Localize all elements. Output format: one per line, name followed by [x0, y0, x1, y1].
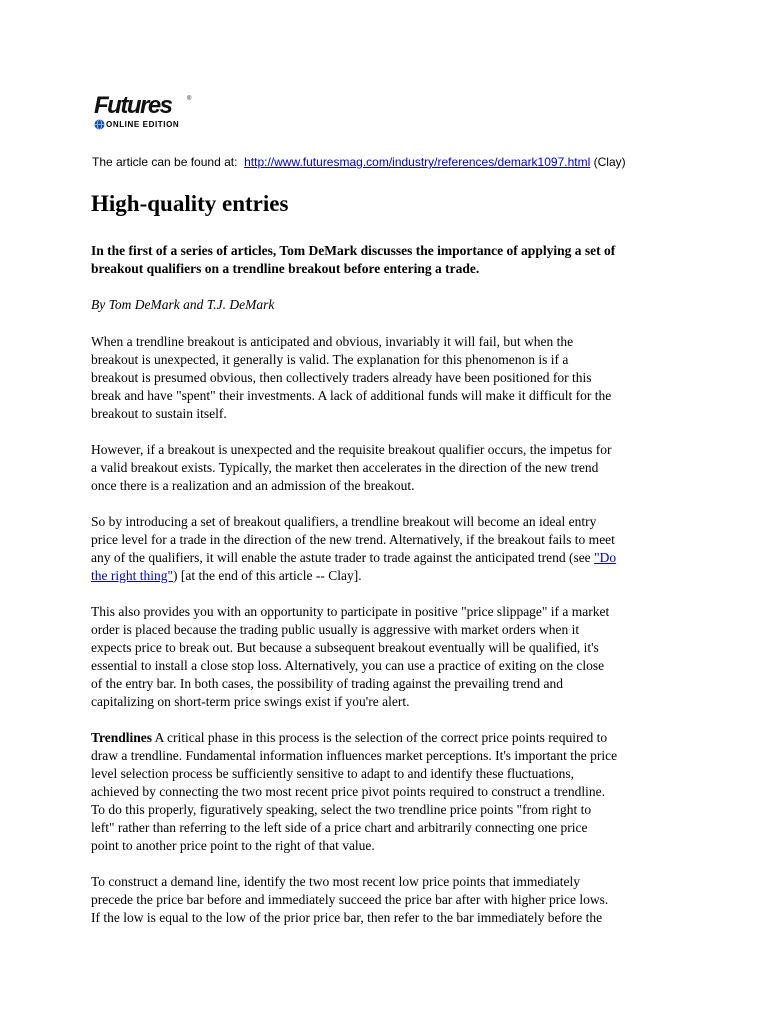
text-line: breakout is presumed obvious, then collectively traders already have been positioned for this [91, 370, 592, 385]
source-suffix: (Clay) [593, 155, 626, 169]
source-line [92, 154, 626, 170]
text-line: In the first of a series of articles, Tom DeMark discusses the importance of applying a set of [91, 243, 616, 258]
text-line: expects price to break out. But because a subsequent breakout eventually will be qualified, it's [91, 640, 599, 655]
paragraph-2 [91, 441, 691, 495]
text-line: essential to install a close stop loss. Alternatively, you can use a practice of exiting on the close [91, 658, 605, 673]
text-line: achieved by connecting the two most recent price pivot points required to construct a trendline. [91, 784, 605, 799]
text-segment: A critical phase in this process is the selection of the correct price points required to [152, 730, 608, 745]
text-line: However, if a breakout is unexpected and the requisite breakout qualifier occurs, the impetus for [91, 442, 612, 457]
do-the-right-thing-link[interactable]: "Do [594, 550, 617, 565]
article-title: High-quality entries [91, 191, 289, 216]
section-heading-trendlines: Trendlines [91, 730, 153, 745]
text-line: If the low is equal to the low of the prior price bar, then refer to the bar immediately before the [91, 910, 603, 925]
logo-edition-text: ONLINE EDITION [106, 120, 180, 129]
text-line: a valid breakout exists. Typically, the market then accelerates in the direction of the new trend [91, 460, 599, 475]
logo-registered-mark: ® [187, 96, 192, 102]
source-url-link[interactable]: http://www.futuresmag.com/industry/references/demark1097.html [244, 155, 591, 169]
text-line: To construct a demand line, identify the two most recent low price points that immediately [91, 874, 581, 889]
article-intro [91, 242, 691, 278]
text-line: once there is a realization and an admission of the breakout. [91, 478, 415, 493]
text-line: order is placed because the trading public usually is aggressive with market orders when it [91, 622, 580, 637]
text-line: capitalizing on short-term price swings exist if you're alert. [91, 694, 410, 709]
text-line: By Tom DeMark and T.J. DeMark [91, 297, 275, 312]
text-line: breakout is unexpected, it generally is valid. The explanation for this phenomenon is if a [91, 352, 569, 367]
text-line: To do this properly, figuratively speaking, select the two trendline price points "from right to [91, 802, 592, 817]
article-byline [91, 296, 691, 314]
logo-wordmark: Futures [94, 92, 172, 119]
text-line: of the entry bar. In both cases, the possibility of trading against the prevailing trend and [91, 676, 564, 691]
text-line: So by introducing a set of breakout qualifiers, a trendline breakout will become an ideal entry [91, 514, 597, 529]
article-body [91, 242, 691, 945]
paragraph-1 [91, 333, 691, 423]
text-line: point to another price point to the right of that value. [91, 838, 375, 853]
text-line [91, 729, 691, 747]
do-the-right-thing-link-continued[interactable]: the right thing" [91, 568, 174, 583]
text-line: break and have "spent" their investments. A lack of additional funds will make it difficult for the [91, 388, 612, 403]
text-line: breakout qualifiers on a trendline breakout before entering a trade. [91, 261, 480, 276]
text-line: When a trendline breakout is anticipated and obvious, invariably it will fail, but when the [91, 334, 574, 349]
text-line: breakout to sustain itself. [91, 406, 227, 421]
globe-icon [94, 119, 105, 130]
paragraph-trendlines [91, 729, 691, 855]
paragraph-3 [91, 513, 691, 585]
text-line: price level for a trade in the direction of the new trend. Alternatively, if the breakout fails to meet [91, 532, 615, 547]
text-line: level selection process be sufficiently sensitive to adapt to and identify these fluctuations, [91, 766, 574, 781]
source-prefix: The article can be found at: [92, 155, 238, 169]
paragraph-4 [91, 603, 691, 711]
text-segment: any of the qualifiers, it will enable the astute trader to trade against the anticipated trend (see [91, 550, 595, 565]
text-line [91, 567, 691, 585]
text-line: draw a trendline. Fundamental information influences market perceptions. It's important the price [91, 748, 618, 763]
text-line: precede the price bar before and immediately succeed the price bar after with higher price lows. [91, 892, 609, 907]
text-line: This also provides you with an opportunity to participate in positive "price slippage" if a market [91, 604, 610, 619]
text-line [91, 549, 691, 567]
futures-logo [94, 94, 204, 134]
text-segment: ) [at the end of this article -- Clay]. [173, 568, 362, 583]
paragraph-6 [91, 873, 691, 927]
text-line: left" rather than referring to the left side of a price chart and arbitrarily connecting one price [91, 820, 588, 835]
